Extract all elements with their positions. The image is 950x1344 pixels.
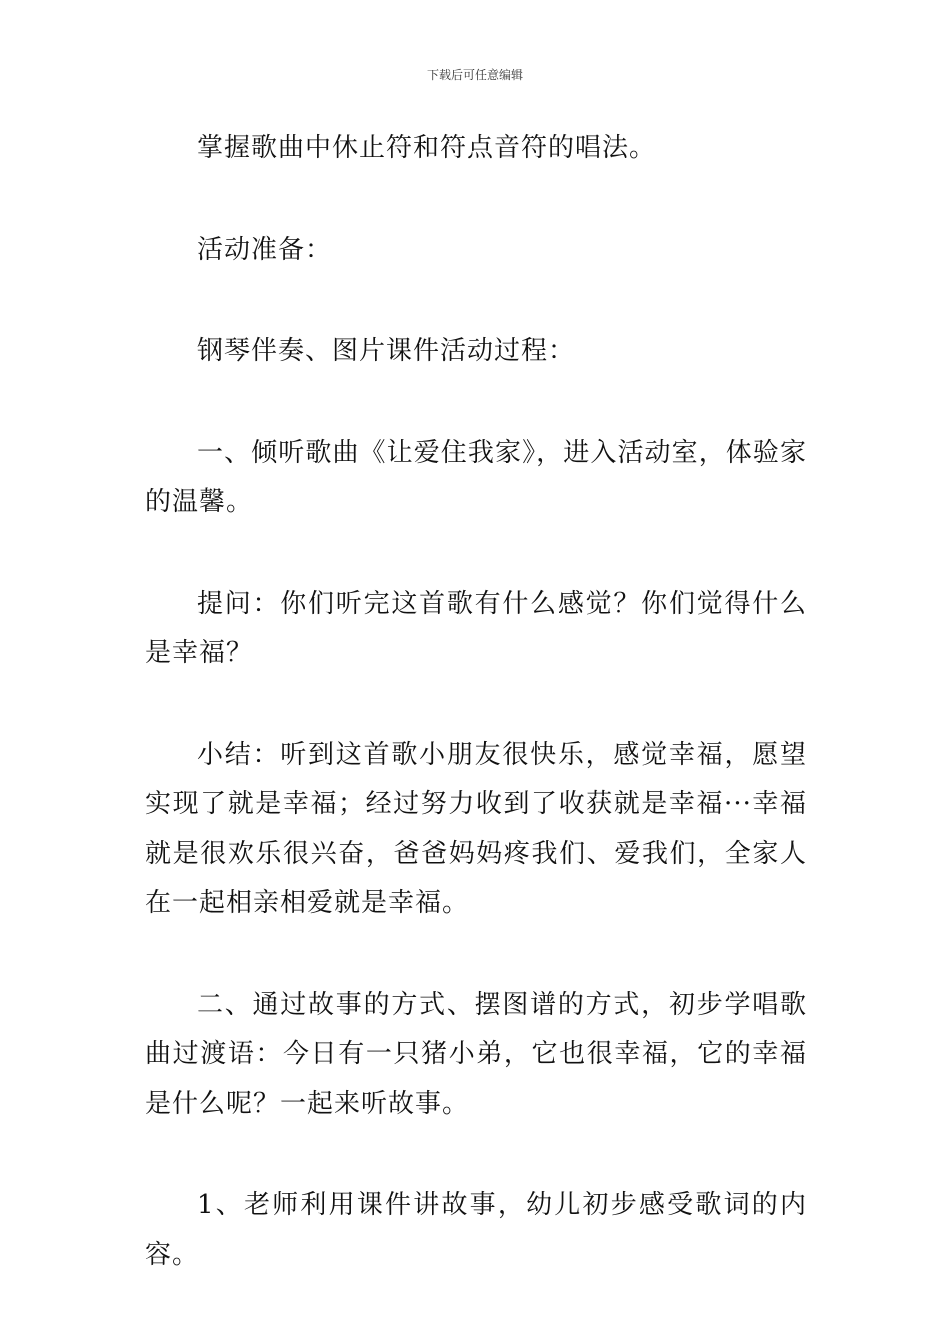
- document-body: [145, 124, 807, 1332]
- paragraph-story: 1、老师利用课件讲故事，幼儿初步感受歌词的内容。: [145, 1190, 807, 1270]
- paragraph-preparation-heading: 活动准备：: [197, 234, 333, 265]
- paragraph-materials: 钢琴伴奏、图片课件活动过程：: [197, 336, 576, 366]
- header-note: 下载后可任意编辑: [426, 68, 523, 82]
- paragraph-summary: 小结：听到这首歌小朋友很快乐，感觉幸福，愿望实现了就是幸福；经过努力收到了收获就是幸福···幸福就是很欢乐很兴奋，爸爸妈妈疼我们、爱我们，全家人在一起相亲相爱就是幸福。: [145, 739, 807, 918]
- paragraph-objective: 掌握歌曲中休止符和符点音符的唱法。: [197, 133, 657, 163]
- paragraph-step-one: 一、倾听歌曲《让爱住我家》，进入活动室，体验家的温馨。: [145, 437, 807, 517]
- paragraph-question: 提问：你们听完这首歌有什么感觉？你们觉得什么是幸福？: [145, 588, 807, 668]
- paragraph-step-two: 二、通过故事的方式、摆图谱的方式，初步学唱歌曲过渡语：今日有一只猪小弟，它也很幸福，它的幸福是什么呢？一起来听故事。: [145, 989, 807, 1119]
